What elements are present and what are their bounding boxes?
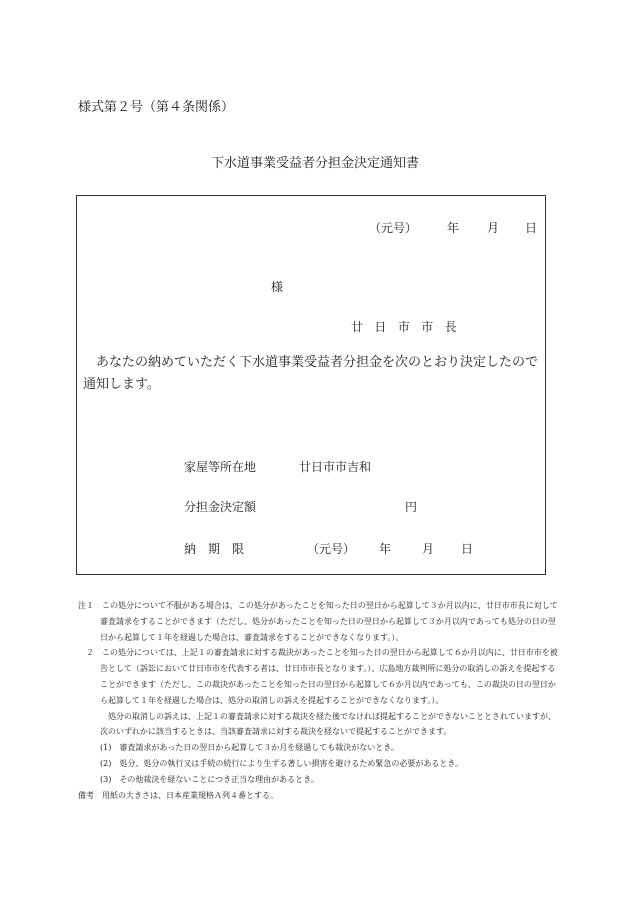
amount-unit: 円 — [405, 500, 418, 514]
note-sub-1: (1) 審査請求があった日の翌日から起算して３か月を経過しても裁決がないとき。 — [100, 743, 399, 753]
note-sub-2: (2) 処分、処分の執行又は手続の続行により生ずる著しい損害を避けるため緊急の必要があるとき。 — [100, 758, 464, 768]
note-2-paragraph: 処分の取消しの訴えは、上記１の審査請求に対する裁決を経た後でなければ提起することができないこととされていますが、次のいずれかに該当するときは、当該審査請求に対する裁決を経ないで提起することができます。 — [100, 711, 556, 737]
date-month: 月 — [486, 221, 499, 235]
document-title: 下水道事業受益者分担金決定通知書 — [210, 156, 419, 171]
remark: 備考 用紙の大きさは、日本産業規格Ａ列４番とする。 — [78, 790, 278, 800]
deadline-day: 日 — [461, 542, 474, 556]
notes-section — [78, 598, 558, 803]
form-number: 様式第２号（第４条関係） — [78, 100, 235, 115]
location-value: 廿日市市吉和 — [299, 460, 372, 474]
date-day: 日 — [524, 221, 537, 235]
date-year: 年 — [446, 221, 459, 235]
note-2: ２ この処分については、上記１の審査請求に対する裁決があったことを知った日の翌日から起算して６か月以内に、廿日市市を被告として（訴訟において廿日市市を代表する者は、廿日市市長となります。）、広島地方裁判所に処分の取消しの訴えを提起することができます（ただし、この裁決があったことを知った日の翌日から起算して６か月以内であっても、この裁決の日の翌日から起算して１年を経過した場合は、処分の取消しの訴えを提起することができなくなります。）。 — [86, 648, 558, 705]
addressee-suffix: 様 — [271, 280, 284, 294]
location-label: 家屋等所在地 — [184, 460, 257, 474]
date-era: （元号） — [368, 221, 417, 235]
notice-body: あなたの納めていただく下水道事業受益者分担金を次のとおり決定したので通知します。 — [83, 355, 539, 392]
deadline-era: （元号） — [307, 542, 356, 556]
deadline-label: 納 期 限 — [184, 542, 245, 556]
deadline-year: 年 — [379, 542, 392, 556]
deadline-month: 月 — [422, 542, 435, 556]
issuer-name: 廿日市市長 — [351, 320, 469, 334]
note-1: 注１ この処分について不服がある場合は、この処分があったことを知った日の翌日から起算して３か月以内に、廿日市市長に対して審査請求をすることができます（ただし、処分があったことを知った日の翌日から起算して３か月以内であっても処分の日の翌日から起算して１年を経過した場合は、審査請求をすることができなくなります。）。 — [78, 601, 558, 642]
amount-label: 分担金決定額 — [184, 500, 257, 514]
issue-date — [369, 219, 537, 236]
note-sub-3: (3) その他裁決を経ないことにつき正当な理由があるとき。 — [100, 774, 319, 784]
notice-box — [76, 195, 546, 575]
